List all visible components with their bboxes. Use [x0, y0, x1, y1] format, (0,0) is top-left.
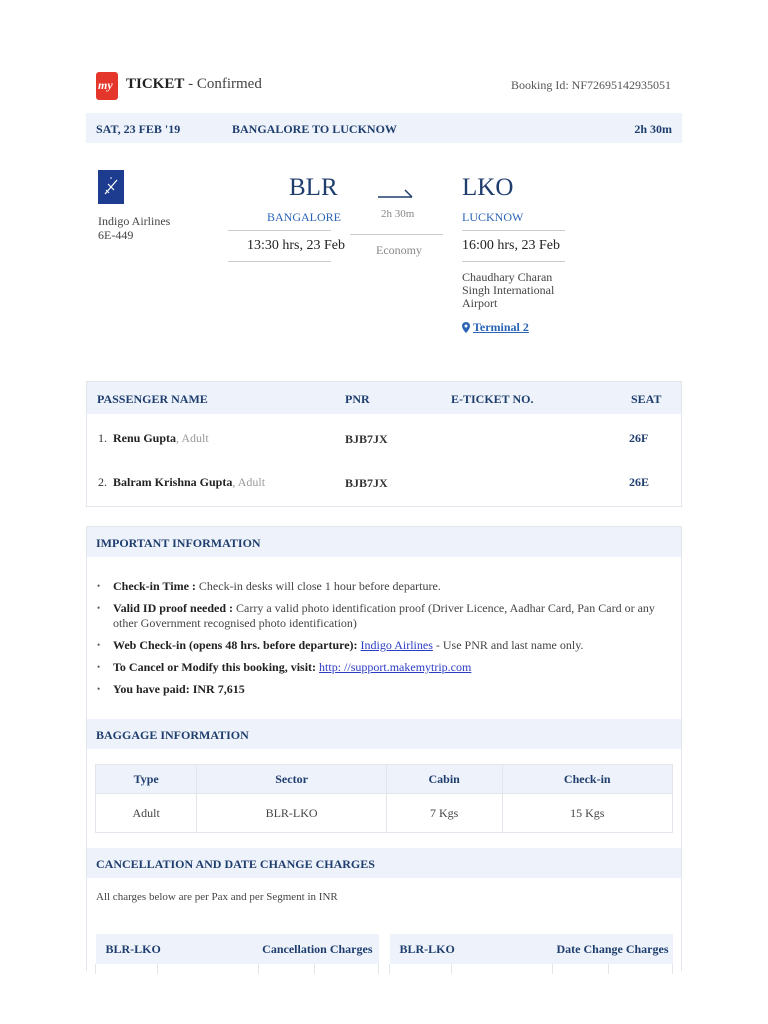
- web-checkin-text: - Use PNR and last name only.: [432, 638, 584, 652]
- passenger-table: [86, 381, 682, 507]
- support-link[interactable]: http: //support.makemytrip.com: [319, 660, 472, 674]
- logo-text: my: [98, 78, 113, 92]
- header-eticket: E-TICKET NO.: [451, 392, 534, 406]
- trip-route: BANGALORE TO LUCKNOW: [232, 122, 397, 136]
- airline-info: [98, 214, 170, 242]
- indigo-airlines-link[interactable]: Indigo Airlines: [360, 638, 433, 652]
- list-item: [97, 682, 667, 697]
- ticket-status: - Confirmed: [188, 76, 262, 92]
- table-cell: [259, 964, 315, 974]
- terminal-link[interactable]: [462, 320, 529, 335]
- destination-city: LUCKNOW: [462, 210, 524, 224]
- passenger-row: [87, 431, 681, 461]
- header-pnr: PNR: [345, 392, 370, 406]
- passenger-table-header: [87, 382, 681, 414]
- divider: [228, 261, 331, 262]
- trip-summary-bar: [86, 113, 682, 143]
- passenger-full-name: Renu Gupta: [113, 431, 177, 445]
- table-row: [96, 794, 673, 833]
- baggage-sector: BLR-LKO: [197, 794, 387, 833]
- departure-time: 13:30 hrs, 23 Feb: [247, 238, 345, 253]
- cancellation-sector: BLR-LKO: [96, 934, 259, 964]
- table-cell: [315, 964, 379, 974]
- header-passenger-name: PASSENGER NAME: [97, 392, 208, 406]
- baggage-col-type: Type: [96, 765, 197, 794]
- flight-arrow-icon: [378, 186, 414, 200]
- information-box: [86, 526, 682, 971]
- cancellation-header-row: [96, 934, 379, 964]
- location-pin-icon: [462, 322, 470, 333]
- divider: [228, 230, 331, 231]
- passenger-row: [87, 475, 681, 505]
- table-cell: [96, 964, 158, 974]
- table-cell: [553, 964, 609, 974]
- table-cell: [609, 964, 673, 974]
- baggage-checkin: 15 Kgs: [502, 794, 672, 833]
- booking-id: Booking Id: NF72695142935051: [510, 78, 671, 92]
- date-change-header-row: [390, 934, 673, 964]
- cancel-label: To Cancel or Modify this booking, visit:: [113, 660, 317, 674]
- important-info-header: [87, 527, 681, 557]
- date-change-sector: BLR-LKO: [390, 934, 553, 964]
- passenger-full-name: Balram Krishna Gupta: [113, 475, 233, 489]
- arrival-time: 16:00 hrs, 23 Feb: [462, 238, 560, 253]
- trip-date: SAT, 23 FEB '19: [96, 122, 181, 136]
- date-change-title: Date Change Charges: [553, 934, 673, 964]
- passenger-pnr: BJB7JX: [345, 476, 388, 490]
- ticket-label: TICKET: [126, 76, 185, 92]
- divider: [462, 261, 565, 262]
- list-item: [97, 660, 667, 675]
- cancellation-table: [95, 934, 379, 974]
- table-row: [96, 964, 379, 974]
- baggage-col-sector: Sector: [197, 765, 387, 794]
- cabin-class: Economy: [376, 243, 422, 257]
- table-cell: [451, 964, 553, 974]
- passenger-seat: 26F: [629, 431, 649, 445]
- makemytrip-logo: [96, 72, 118, 100]
- divider: [350, 234, 443, 235]
- baggage-type: Adult: [96, 794, 197, 833]
- trip-duration: 2h 30m: [634, 122, 672, 136]
- flight-number: 6E-449: [98, 228, 134, 242]
- baggage-header-row: [96, 765, 673, 794]
- destination-code: LKO: [462, 174, 514, 201]
- origin-city: BANGALORE: [267, 210, 341, 224]
- list-item: [97, 638, 667, 653]
- baggage-info-header: [87, 719, 681, 749]
- baggage-cabin: 7 Kgs: [386, 794, 502, 833]
- list-item: [97, 579, 667, 594]
- passenger-name: [98, 475, 265, 490]
- table-row: [390, 964, 673, 974]
- destination-airport: Chaudhary Charan Singh International Airport: [462, 270, 555, 310]
- charges-title: CANCELLATION AND DATE CHANGE CHARGES: [96, 857, 375, 871]
- row-number: 1.: [98, 431, 107, 445]
- row-number: 2.: [98, 475, 107, 489]
- passenger-name: [98, 431, 209, 446]
- table-cell: [157, 964, 259, 974]
- passenger-type: , Adult: [232, 475, 266, 489]
- important-info-title: IMPORTANT INFORMATION: [96, 536, 261, 550]
- web-checkin-label: Web Check-in (opens 48 hrs. before departure):: [113, 638, 358, 652]
- ticket-title: [126, 76, 262, 93]
- id-proof-label: Valid ID proof needed :: [113, 601, 234, 615]
- date-change-table: [389, 934, 673, 974]
- cancellation-title: Cancellation Charges: [259, 934, 379, 964]
- flight-duration: 2h 30m: [381, 208, 415, 220]
- amount-paid: You have paid: INR 7,615: [113, 682, 245, 696]
- baggage-col-cabin: Cabin: [386, 765, 502, 794]
- passenger-type: , Adult: [176, 431, 209, 445]
- id-proof-text: Carry a valid photo identification proof (Driver Licence, Aadhar Card, Pan Card or any other Government recognised photo identification): [113, 601, 655, 630]
- terminal-label: Terminal 2: [473, 320, 529, 334]
- baggage-col-checkin: Check-in: [502, 765, 672, 794]
- airline-name: Indigo Airlines: [98, 214, 171, 228]
- passenger-pnr: BJB7JX: [345, 432, 388, 446]
- passenger-seat: 26E: [629, 475, 650, 489]
- table-cell: [390, 964, 452, 974]
- charges-header: [87, 848, 681, 878]
- divider: [462, 230, 565, 231]
- header-seat: SEAT: [631, 392, 662, 406]
- origin-code: BLR: [289, 174, 338, 201]
- baggage-info-title: BAGGAGE INFORMATION: [96, 728, 249, 742]
- baggage-table: [95, 764, 673, 833]
- important-info-list: [97, 579, 667, 704]
- checkin-label: Check-in Time :: [113, 579, 196, 593]
- list-item: [97, 601, 667, 631]
- charges-note: All charges below are per Pax and per Segment in INR: [96, 891, 338, 903]
- checkin-text: Check-in desks will close 1 hour before departure.: [195, 579, 441, 593]
- indigo-logo-icon: [98, 170, 124, 204]
